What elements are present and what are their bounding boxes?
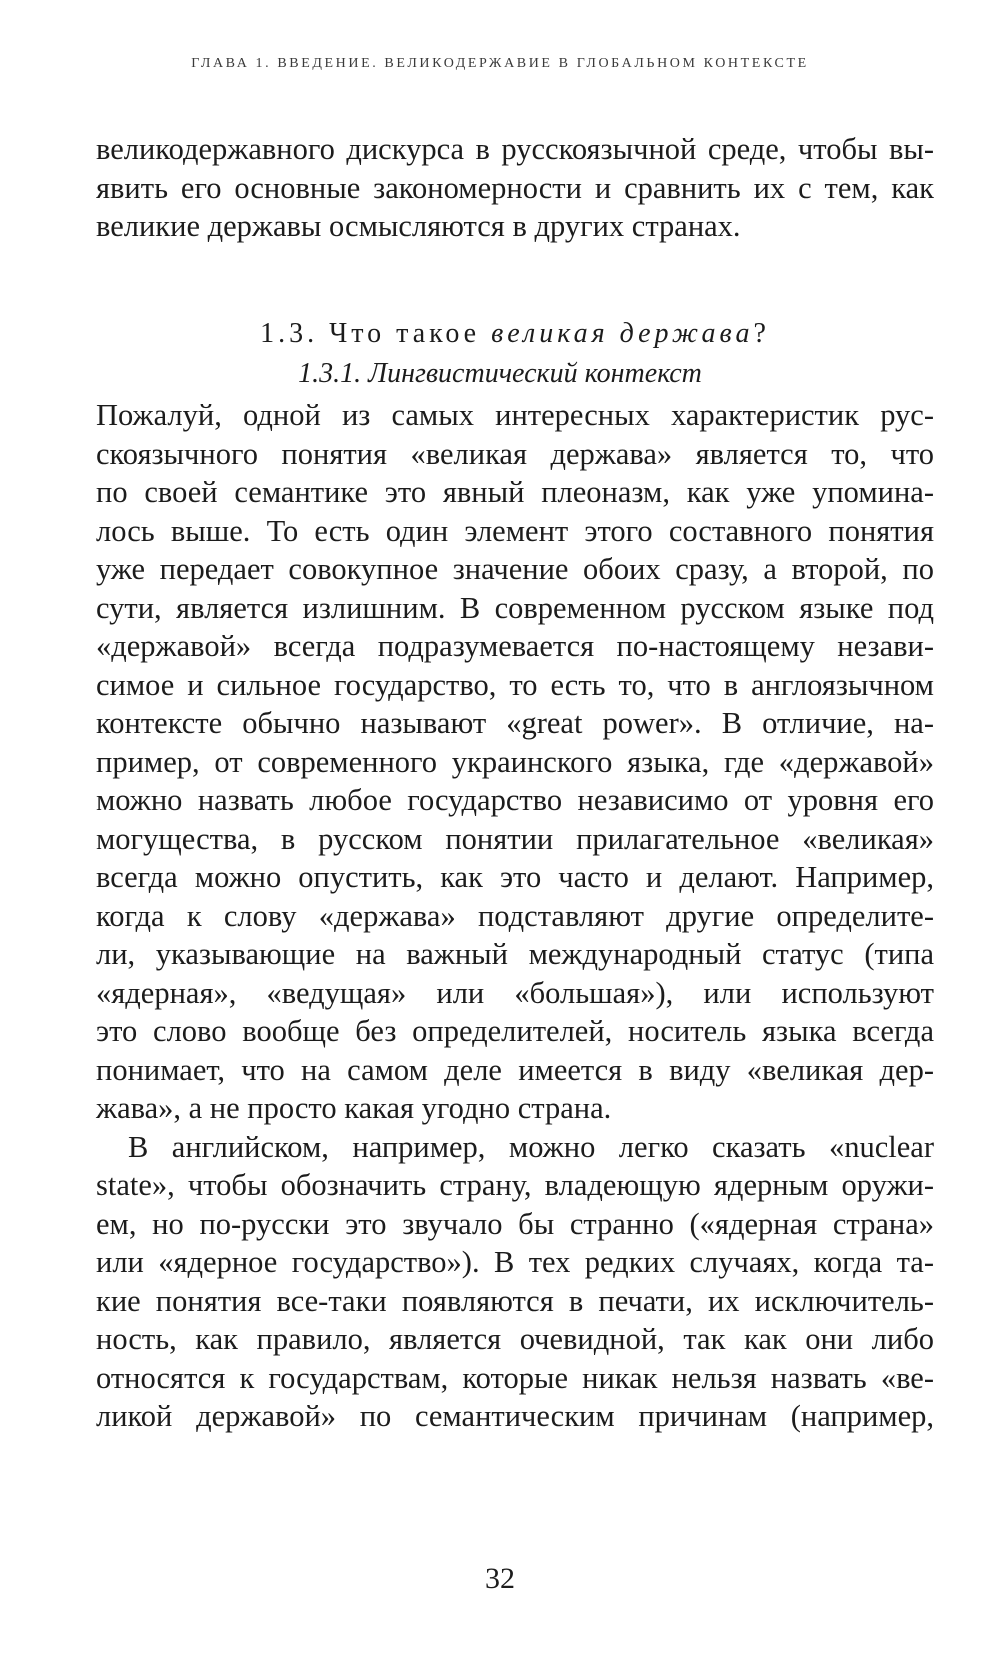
- text-line: ность, как правило, является очевидной, так как они либо: [96, 1322, 934, 1356]
- section-heading: [0, 318, 1000, 350]
- text-line: жава», а не просто какая угодно страна.: [96, 1091, 612, 1125]
- text-line: В английском, например, можно легко сказать «nuclear: [128, 1129, 934, 1164]
- text-line: контексте обычно называют «great power». В отличие, на-: [96, 706, 934, 740]
- text-line: всегда можно опустить, как это часто и делают. Например,: [96, 860, 934, 894]
- text-line: по своей семантике это явный плеоназм, как уже упомина-: [96, 475, 934, 509]
- section-title-plain: Что такое: [329, 318, 481, 349]
- text-line: великодержавного дискурса в русскоязычной среде, чтобы вы-: [96, 132, 934, 166]
- text-line: лось выше. То есть один элемент этого составного понятия: [96, 513, 934, 548]
- text-line: сути, является излишним. В современном русском языке под: [96, 590, 934, 625]
- text-line: симое и сильное государство, то есть то, что в англоязычном: [96, 667, 934, 702]
- text-line: можно назвать любое государство независимо от уровня его: [96, 783, 934, 817]
- text-line: ем, но по-русски это звучало бы странно («ядерная страна»: [96, 1206, 934, 1241]
- page-number: 32: [485, 1562, 515, 1595]
- text-line: когда к слову «держава» подставляют другие определите-: [96, 898, 934, 933]
- text-line: «ядерная», «ведущая» или «большая»), или используют: [96, 975, 934, 1010]
- text-line: Пожалуй, одной из самых интересных характеристик рус-: [96, 398, 934, 432]
- text-line: относятся к государствам, которые никак нельзя назвать «ве-: [96, 1360, 934, 1395]
- body-text: [96, 396, 934, 1436]
- text-line: это слово вообще без определителей, носитель языка всегда: [96, 1014, 934, 1048]
- text-line: или «ядерное государство»). В тех редких случаях, когда та-: [96, 1245, 934, 1279]
- subsection-heading: 1.3.1. Лингвистический контекст: [298, 358, 702, 389]
- text-line: понимает, что на самом деле имеется в виду «великая дер-: [96, 1052, 934, 1087]
- section-title-end: ?: [753, 318, 770, 349]
- text-line: могущества, в русском понятии прилагательное «великая»: [96, 821, 934, 856]
- text-line: ли, указывающие на важный международный статус (типа: [96, 937, 934, 971]
- intro-paragraph: [96, 130, 934, 246]
- text-line: скоязычного понятия «великая держава» является то, что: [96, 436, 934, 471]
- section-number: 1.3.: [260, 318, 319, 349]
- text-line: уже передает совокупное значение обоих сразу, а второй, по: [96, 552, 934, 586]
- section-title-italic: великая держава: [491, 318, 754, 349]
- text-line: кие понятия все-таки появляются в печати, их исключитель-: [96, 1283, 934, 1318]
- text-line: state», чтобы обозначить страну, владеющую ядерным оружи-: [96, 1168, 934, 1202]
- running-head: ГЛАВА 1. ВВЕДЕНИЕ. ВЕЛИКОДЕРЖАВИЕ В ГЛОБАЛЬНОМ КОНТЕКСТЕ: [191, 56, 809, 71]
- text-line: явить его основные закономерности и сравнить их с тем, как: [96, 170, 934, 205]
- text-line: пример, от современного украинского языка, где «державой»: [96, 744, 934, 779]
- text-line: ликой державой» по семантическим причинам (например,: [96, 1399, 934, 1433]
- text-line: великие державы осмысляются в других странах.: [96, 209, 741, 243]
- text-line: «державой» всегда подразумевается по-настоящему незави-: [96, 629, 934, 663]
